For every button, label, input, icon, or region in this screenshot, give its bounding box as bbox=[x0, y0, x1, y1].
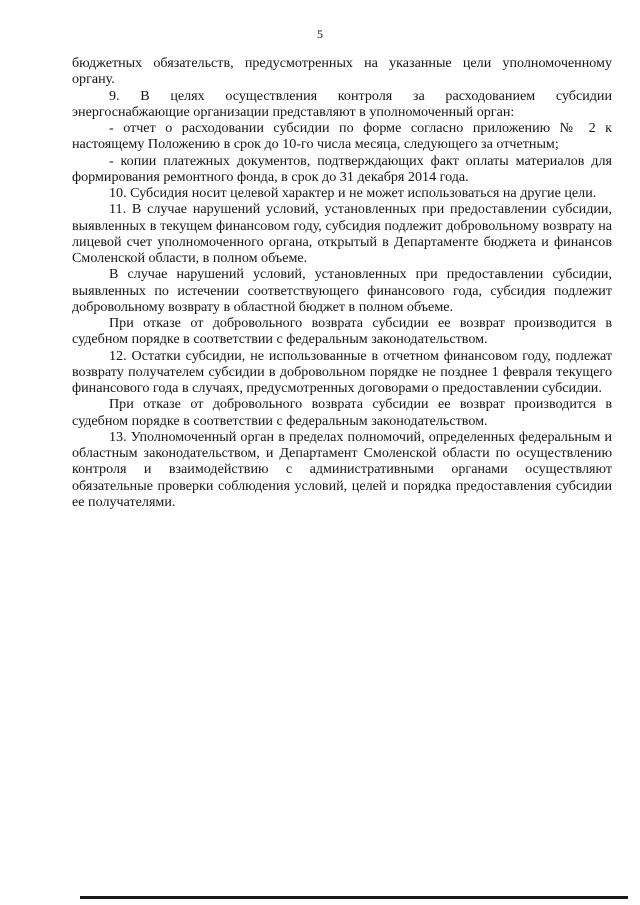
paragraph-9-item-report: - отчет о расходовании субсидии по форме согласно приложению № 2 к настоящему Положению в срок до 10-го числа месяца, следующего за отчетным; bbox=[72, 120, 612, 153]
page-number: 5 bbox=[317, 27, 323, 41]
paragraph-11-after-year: В случае нарушений условий, установленных при предоставлении субсидии, выявленных по истечении соответствующего финансового года, субсидия подлежит добровольному возврату в областной бюджет в полном объеме. bbox=[72, 266, 612, 315]
paragraph-12-refusal: При отказе от добровольного возврата субсидии ее возврат производится в судебном порядке в соответствии с федеральным законодательством. bbox=[72, 396, 612, 429]
paragraph-12: 12. Остатки субсидии, не использованные в отчетном финансовом году, подлежат возврату получателем субсидии в добровольном порядке не позднее 1 февраля текущего финансового года в случаях, предусмотренных договорами о предоставлении субсидии. bbox=[72, 347, 612, 396]
paragraph-9-item-payment-copies: - копии платежных документов, подтверждающих факт оплаты материалов для формирования ремонтного фонда, в срок до 31 декабря 2014 года. bbox=[72, 152, 612, 185]
paragraph-9: 9. В целях осуществления контроля за расходованием субсидии энергоснабжающие организации представляют в уполномоченный орган: bbox=[72, 87, 612, 120]
paragraph-13: 13. Уполномоченный орган в пределах полномочий, определенных федеральным и областным законодательством, и Департамент Смоленской области по осуществлению контроля и взаимодействию с административными органами осуществляют обязательные проверки соблюдения условий, целей и порядка предоставления субсидии ее получателями. bbox=[72, 428, 612, 510]
paragraph-continuation: бюджетных обязательств, предусмотренных на указанные цели уполномоченному органу. bbox=[72, 55, 612, 88]
document-body bbox=[72, 55, 612, 510]
paragraph-11: 11. В случае нарушений условий, установленных при предоставлении субсидии, выявленных в текущем финансовом году, субсидия подлежит добровольному возврату на лицевой счет уполномоченного органа, открытый в Департаменте бюджета и финансов Смоленской области, в полном объеме. bbox=[72, 201, 612, 266]
scan-edge-line bbox=[80, 896, 628, 899]
paragraph-11-refusal: При отказе от добровольного возврата субсидии ее возврат производится в судебном порядке в соответствии с федеральным законодательством. bbox=[72, 315, 612, 348]
paragraph-10: 10. Субсидия носит целевой характер и не может использоваться на другие цели. bbox=[109, 185, 597, 201]
